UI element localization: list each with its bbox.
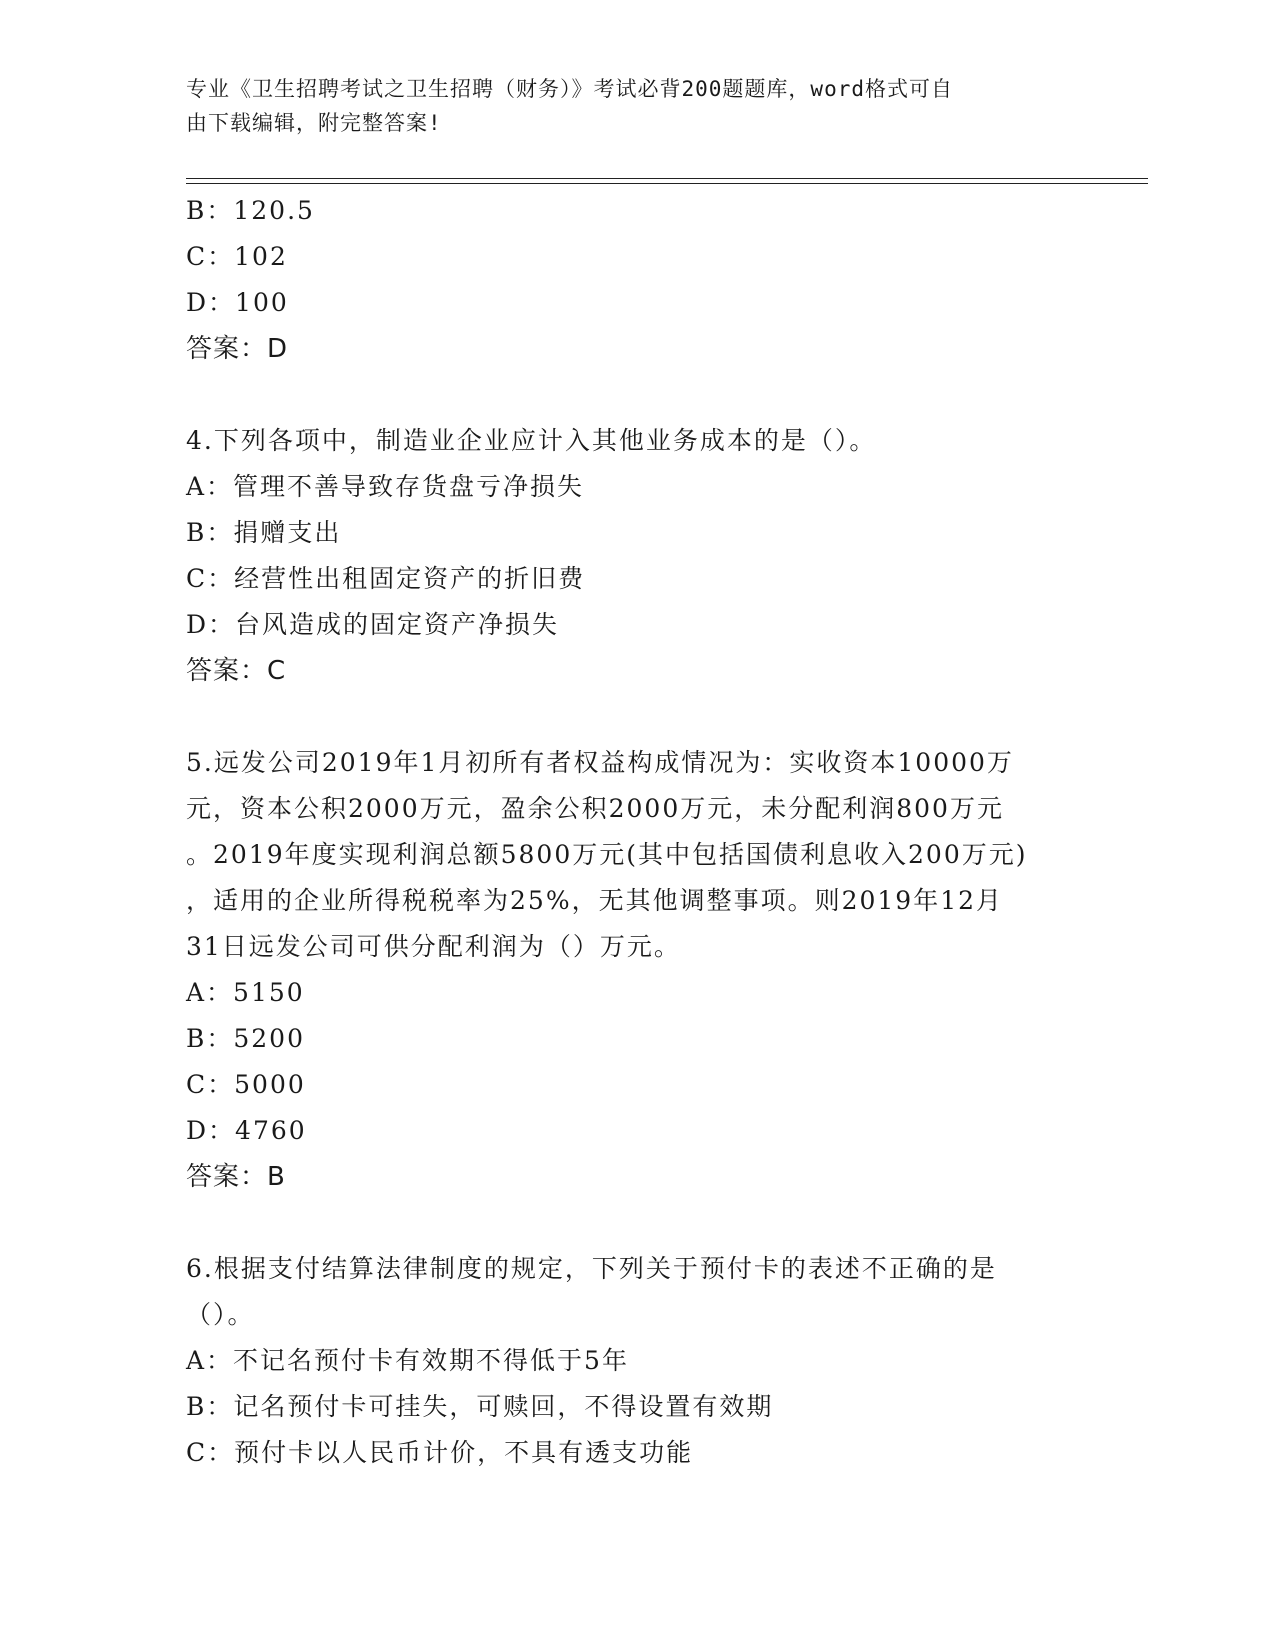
spacer xyxy=(186,1200,1086,1246)
header-line-1: 专业《卫生招聘考试之卫生招聘（财务）》考试必背200题题库，word格式可自 xyxy=(186,77,953,101)
document-header xyxy=(186,72,1066,140)
q4-option-a: A：管理不善导致存货盘亏净损失 xyxy=(186,472,585,501)
q5-stem-line-4: ，适用的企业所得税税率为25%，无其他调整事项。则2019年12月 xyxy=(186,886,1004,915)
q4-option-c: C：经营性出租固定资产的折旧费 xyxy=(186,564,586,593)
q6-stem-line-2: （）。 xyxy=(186,1300,255,1329)
q5-option-a: A：5150 xyxy=(186,978,305,1007)
spacer xyxy=(186,372,1086,418)
q5-stem-line-5: 31日远发公司可供分配利润为（）万元。 xyxy=(186,932,681,961)
q5-stem-line-3: 。2019年度实现利润总额5800万元(其中包括国债利息收入200万元) xyxy=(186,840,1028,869)
header-divider-top xyxy=(186,178,1148,179)
header-line-2: 由下载编辑，附完整答案! xyxy=(186,111,442,135)
q4-stem: 4.下列各项中，制造业企业应计入其他业务成本的是（）。 xyxy=(186,426,877,455)
q6-option-c: C：预付卡以人民币计价，不具有透支功能 xyxy=(186,1438,694,1467)
q5-option-b: B：5200 xyxy=(186,1024,305,1053)
q3-answer: 答案：D xyxy=(186,334,289,364)
spacer xyxy=(186,694,1086,740)
q5-option-d: D：4760 xyxy=(186,1116,307,1145)
question-4 xyxy=(186,418,1086,694)
q3-option-d: D：100 xyxy=(186,288,289,317)
q4-option-d: D：台风造成的固定资产净损失 xyxy=(186,610,560,639)
q6-stem-line-1: 6.根据支付结算法律制度的规定，下列关于预付卡的表述不正确的是 xyxy=(186,1254,997,1283)
q3-option-c: C：102 xyxy=(186,242,288,271)
question-content xyxy=(186,188,1086,1476)
q3-option-b: B：120.5 xyxy=(186,196,315,225)
header-divider-bottom xyxy=(186,183,1148,184)
q4-answer: 答案：C xyxy=(186,656,287,686)
q6-option-b: B：记名预付卡可挂失，可赎回，不得设置有效期 xyxy=(186,1392,774,1421)
q6-option-a: A：不记名预付卡有效期不得低于5年 xyxy=(186,1346,629,1375)
question-5 xyxy=(186,740,1086,1200)
q5-stem-line-2: 元，资本公积2000万元，盈余公积2000万元，未分配利润800万元 xyxy=(186,794,1004,823)
q5-stem-line-1: 5.远发公司2019年1月初所有者权益构成情况为：实收资本10000万 xyxy=(186,748,1014,777)
question-3-partial xyxy=(186,188,1086,372)
q5-option-c: C：5000 xyxy=(186,1070,306,1099)
q5-answer: 答案：B xyxy=(186,1162,286,1192)
q4-option-b: B：捐赠支出 xyxy=(186,518,342,547)
question-6 xyxy=(186,1246,1086,1476)
